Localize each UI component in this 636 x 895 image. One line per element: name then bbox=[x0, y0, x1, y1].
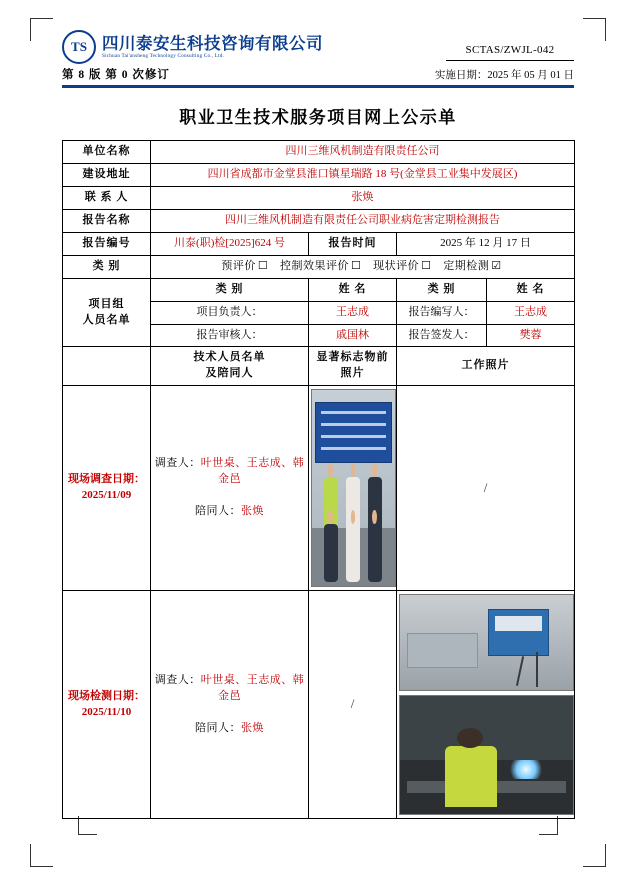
report-no-label: 报告编号 bbox=[63, 232, 151, 255]
team-name-0: 王志成 bbox=[309, 301, 397, 324]
company-logo bbox=[62, 30, 323, 64]
survey-personnel-cell bbox=[151, 386, 309, 591]
table-row-report-name bbox=[63, 209, 575, 232]
address-value: 四川省成都市金堂县淮口镇星瑞路 18 号(金堂县工业集中发展区) bbox=[151, 163, 575, 186]
company-name-en: Sichuan Tai'ansheng Technology Consulting Co., Ltd. bbox=[102, 53, 225, 60]
document-code-rule bbox=[446, 58, 574, 61]
table-row-team-header bbox=[63, 278, 575, 301]
table-row-report-no bbox=[63, 232, 575, 255]
category-label: 类 别 bbox=[63, 255, 151, 278]
detection-sign-photo-placeholder: / bbox=[309, 591, 397, 819]
report-name-label: 报告名称 bbox=[63, 209, 151, 232]
category-option-3[interactable]: 定期检测 ☑ bbox=[443, 259, 502, 272]
survey-work-photo-placeholder: / bbox=[397, 386, 575, 591]
survey-escort-label: 陪同人： bbox=[195, 505, 241, 518]
category-option-2-label: 现状评价 bbox=[373, 259, 420, 272]
category-option-0[interactable]: 预评价 ☐ bbox=[221, 259, 269, 272]
category-option-0-label: 预评价 bbox=[221, 259, 256, 272]
table-row-category bbox=[63, 255, 575, 278]
category-option-2[interactable]: 现状评价 ☐ bbox=[373, 259, 432, 272]
report-time-value: 2025 年 12 月 17 日 bbox=[397, 232, 575, 255]
detection-escort-value: 张焕 bbox=[241, 721, 264, 734]
logo-mark-icon: TS bbox=[62, 30, 96, 64]
contact-value: 张焕 bbox=[151, 186, 575, 209]
detection-escort-label: 陪同人： bbox=[195, 721, 241, 734]
table-row-photo-header bbox=[63, 347, 575, 386]
public-disclosure-table bbox=[62, 140, 575, 819]
team-role-3: 报告签发人： bbox=[397, 324, 487, 347]
survey-date-cell bbox=[63, 386, 151, 591]
sign-photo-header: 显著标志物前照片 bbox=[309, 347, 397, 386]
detection-investigator-label: 调查人： bbox=[154, 673, 201, 686]
team-col-role-1: 类 别 bbox=[151, 278, 309, 301]
address-label: 建设地址 bbox=[63, 163, 151, 186]
category-option-1-label: 控制效果评价 bbox=[280, 259, 349, 272]
table-row-address bbox=[63, 163, 575, 186]
crop-mark-top-left bbox=[30, 18, 53, 41]
team-col-role-2: 类 别 bbox=[397, 278, 487, 301]
unit-name-value: 四川三维风机制造有限责任公司 bbox=[151, 141, 575, 164]
header-second-line bbox=[62, 66, 574, 82]
detection-date-value: 2025/11/10 bbox=[81, 705, 132, 718]
document-code-block bbox=[446, 30, 574, 61]
team-name-1: 王志成 bbox=[487, 301, 575, 324]
photo-header-blank bbox=[63, 347, 151, 386]
survey-date-label: 现场调查日期： bbox=[68, 473, 145, 486]
tech-list-header: 技术人员名单 及陪同人 bbox=[151, 347, 309, 386]
implementation-date-label: 实施日期： bbox=[434, 69, 488, 81]
crop-mark-top-right bbox=[583, 18, 606, 41]
implementation-date-value: 2025 年 05 月 01 日 bbox=[487, 69, 574, 81]
page-title: 职业卫生技术服务项目网上公示单 bbox=[179, 108, 457, 127]
contact-label: 联 系 人 bbox=[63, 186, 151, 209]
table-row-unit-name bbox=[63, 141, 575, 164]
version-text: 第 8 版 第 0 次修订 bbox=[62, 69, 170, 81]
category-option-1[interactable]: 控制效果评价 ☐ bbox=[280, 259, 362, 272]
implementation-date bbox=[435, 67, 574, 82]
table-row-survey bbox=[63, 386, 575, 591]
document-code: SCTAS/ZWJL-042 bbox=[465, 44, 555, 56]
category-options bbox=[151, 255, 575, 278]
team-role-0: 项目负责人： bbox=[151, 301, 309, 324]
team-role-2: 报告审核人： bbox=[151, 324, 309, 347]
unit-name-label: 单位名称 bbox=[63, 141, 151, 164]
company-name-cn: 四川泰安生科技咨询有限公司 bbox=[102, 33, 323, 53]
team-label: 项目组 人员名单 bbox=[63, 278, 151, 347]
team-role-1: 报告编写人： bbox=[397, 301, 487, 324]
category-option-3-label: 定期检测 bbox=[443, 259, 490, 272]
detection-work-photo-2 bbox=[399, 695, 574, 815]
table-row-contact bbox=[63, 186, 575, 209]
detection-personnel-cell bbox=[151, 591, 309, 819]
work-photo-header: 工作照片 bbox=[397, 347, 575, 386]
survey-investigator-value: 叶世桌、王志成、韩金邑 bbox=[200, 457, 305, 486]
crop-mark-bottom-left bbox=[30, 844, 53, 867]
survey-date-value: 2025/11/09 bbox=[81, 489, 132, 502]
detection-investigator-value: 叶世桌、王志成、韩金邑 bbox=[200, 673, 305, 702]
header-divider bbox=[62, 85, 574, 88]
crop-mark-bottom-right bbox=[583, 844, 606, 867]
team-name-2: 戚国林 bbox=[309, 324, 397, 347]
report-time-label: 报告时间 bbox=[309, 232, 397, 255]
team-col-name-2: 姓 名 bbox=[487, 278, 575, 301]
report-no-value: 川泰(职)检[2025]624 号 bbox=[151, 232, 309, 255]
table-row-detection bbox=[63, 591, 575, 819]
document-header bbox=[62, 30, 574, 64]
team-name-3: 樊蓉 bbox=[487, 324, 575, 347]
survey-sign-photo bbox=[311, 389, 396, 587]
detection-date-cell bbox=[63, 591, 151, 819]
detection-work-photo-cell bbox=[397, 591, 575, 819]
survey-investigator-label: 调查人： bbox=[154, 457, 201, 470]
report-name-value: 四川三维风机制造有限责任公司职业病危害定期检测报告 bbox=[151, 209, 575, 232]
survey-escort-value: 张焕 bbox=[241, 505, 264, 518]
survey-sign-photo-cell bbox=[309, 386, 397, 591]
detection-date-label: 现场检测日期： bbox=[68, 689, 145, 702]
detection-work-photo-1 bbox=[399, 594, 574, 691]
team-col-name-1: 姓 名 bbox=[309, 278, 397, 301]
